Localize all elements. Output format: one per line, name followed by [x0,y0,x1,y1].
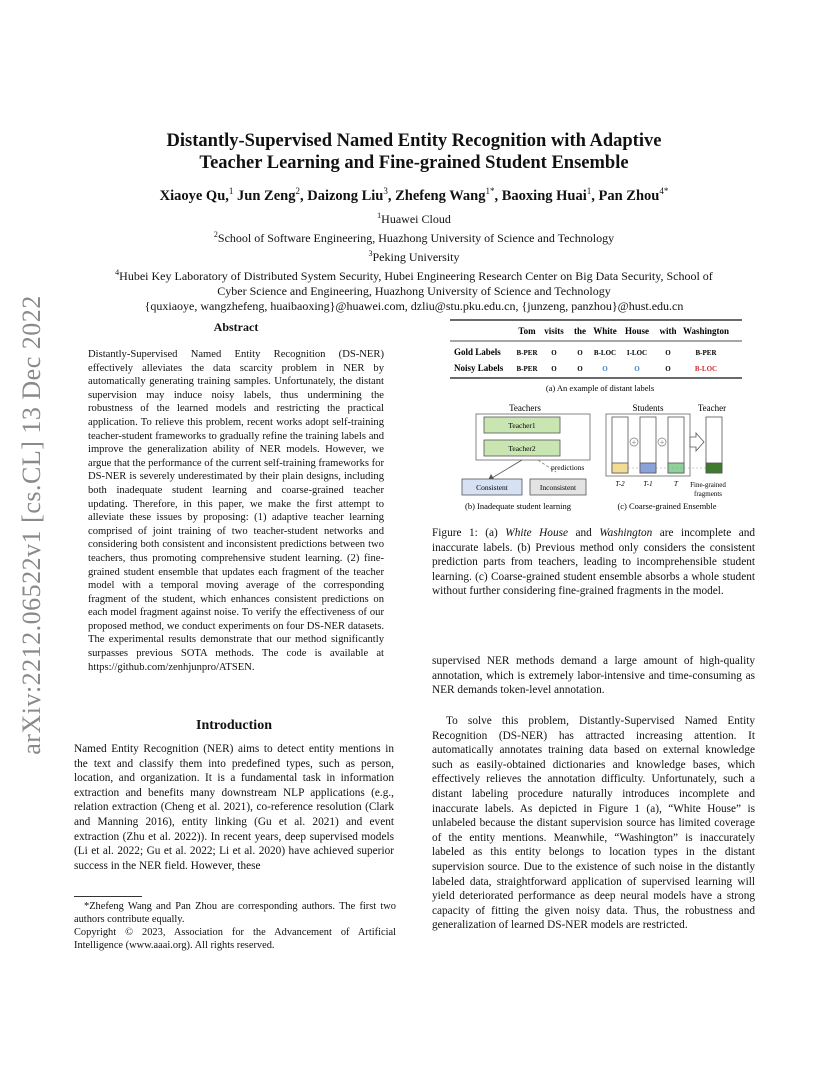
author: Xiaoye Qu, [159,187,229,204]
gold-cell: O [665,349,671,357]
header-cell: House [624,326,650,336]
affil-text: Hubei Key Laboratory of Distributed System Security, Hubei Engineering Research Center on Big Data Security, School of [119,269,713,283]
noisy-cell: O [551,365,557,373]
paper-title [100,130,728,174]
author-sup: 1* [485,186,495,196]
consistent-label: Consistent [476,483,508,492]
fine-grained-label: Fine-grained [690,481,726,489]
caption-text: and [568,527,600,539]
teacher-label: Teacher [697,403,727,413]
arrow-right-icon [690,433,704,451]
t1-label: T-1 [643,480,653,488]
author: , Zhefeng Wang [387,187,486,204]
teacher-fragment [706,463,722,473]
teacher2-label: Teacher2 [508,444,536,453]
header-cell: Washington [682,326,730,336]
students-label: Students [632,403,664,413]
affil-sup: 3 [368,249,373,258]
arrow-consistent [492,460,522,478]
caption-italic: Washington [599,527,653,539]
arxiv-sidebar [14,285,50,765]
footnote-corresponding: *Zhefeng Wang and Pan Zhou are corresponding authors. The first two authors contribute equally. [74,901,396,925]
noisy-cell: O [602,365,608,373]
author-sup: 1 [228,186,234,196]
right-paragraph-1: supervised NER methods demand a large amount of high-quality annotation, which is extremely labor-intensive and time-consuming as NER demands token-level annotation. [432,655,755,697]
noisy-row [517,365,718,373]
t-label: T [674,480,678,488]
student-t2-fragment [612,463,628,473]
noisy-cell: B-PER [516,365,538,373]
header-cell: White [593,326,617,336]
plus-icon: + [659,438,665,447]
plus-icon: + [631,438,637,447]
gold-cell: I-LOC [626,349,648,357]
author-sup: 4* [659,186,669,196]
affil-sup: 1 [377,211,382,220]
inconsistent-label: Inconsistent [539,483,577,492]
teacher1-label: Teacher1 [508,421,536,430]
fragments-label: fragments [694,490,722,498]
caption-c: (c) Coarse-grained Ensemble [617,501,717,511]
predictions-label: predictions [551,463,585,472]
teachers-label: Teachers [509,403,541,413]
author: Jun Zeng [233,187,296,204]
gold-cell: B-PER [516,349,538,357]
affiliations [72,208,756,314]
figure-1 [432,316,758,516]
noisy-labels-title: Noisy Labels [454,363,504,373]
t2-label: T-2 [615,480,625,488]
intro-text: Named Entity Recognition (NER) aims to detect entity mentions in the text and classify them into predefined types, such as person, location, and organization. It is a fundamental task in information extraction and benefits many downstream NLP applications (e.g., relation extraction (Cheng et al. 2021), co-reference resolution (Clark and Manning 2016), entity linking (Gu et al. 2021) and event extraction (Zhu et al. 2022)). In recent years, deep supervised models (Li et al. 2022; Gu et al. 2022; Li et al. 2020) have achieved superior success in the NER field. However, these [74,743,394,872]
caption-label: Figure 1: (a) [432,527,506,539]
author: , Baoxing Huai [494,187,587,204]
affiliation-3 [72,246,756,265]
arxiv-id: arXiv:2212.06522v1 [cs.CL] 13 Dec 2022 [17,295,46,755]
author-sup: 3 [383,186,388,196]
footnote-rule [74,896,142,897]
author-sup: 2 [295,186,300,196]
right-paragraph-2: To solve this problem, Distantly-Supervised Named Entity Recognition (DS-NER) has attracted increasing attention. It automatically annotates training data based on external knowledge such as easily-obtained dictionaries and knowledge bases, which effectively relieves the annotation difficulty. Unfortunately, such a distant labeling procedure naturally introduces incomplete and inaccurate labels. As depicted in Figure 1 (a), “White House” is unlabeled because the distant supervision source has limited coverage of the entity mentions. Meanwhile, “Washington” is inaccurately labeled as this entity belongs to location types in the distant supervision source. Due to the existence of such noise in the distantly labeled data, straightforward application of supervised learning will yield deteriorated performance as deep neural models have a strong capacity of fitting the given noisy data. Thus, the robustness and generalization of learned DS-NER models are restricted. [432,715,755,932]
noisy-cell: O [634,365,640,373]
affil-text: Huawei Cloud [381,212,451,226]
caption-text: are incomplete and inaccurate labels. (b) Previous method only considers the consistent prediction parts from teachers, leading to incomprehensible student learning. (c) Coarse-grained student ensemble absorbs a whole student without further considering fine-grained fragments in the model. [432,527,756,598]
noisy-cell: B-LOC [694,365,718,373]
gold-cell: B-PER [695,349,717,357]
author-list [80,186,748,205]
author: , Pan Zhou [591,187,660,204]
footnote-copyright: Copyright © 2023, Association for the Advancement of Artificial Intelligence (www.aaai.org). All rights reserved. [74,927,396,951]
gold-row [517,349,718,357]
noisy-cell: O [577,365,583,373]
affiliation-1 [72,208,756,227]
gold-cell: O [551,349,557,357]
affiliation-2 [72,227,756,246]
abstract-heading: Abstract [213,320,259,334]
caption-a: (a) An example of distant labels [545,383,655,393]
gold-cell: O [577,349,583,357]
header-cell: Tom [518,326,536,336]
affil-text: School of Software Engineering, Huazhong University of Science and Technology [217,231,615,245]
emails: {quxiaoye, wangzhefeng, huaibaoxing}@huawei.com, dzliu@stu.pku.edu.cn, {junzeng, panzhou}@hust.edu.cn [144,299,684,313]
affiliation-4 [72,265,756,284]
table-header [518,326,729,336]
figure-caption [432,526,755,599]
gold-labels-title: Gold Labels [454,347,501,357]
author-sup: 1 [586,186,592,196]
footnotes [74,900,396,952]
gold-cell: B-LOC [593,349,617,357]
title-line-1: Distantly-Supervised Named Entity Recognition with Adaptive [166,131,662,151]
header-cell: with [659,326,677,336]
author: , Daizong Liu [299,187,384,204]
abstract-text: Distantly-Supervised Named Entity Recognition (DS-NER) effectively alleviates the data scarcity problem in NER by automatically generating training samples. Unfortunately, the distant supervision may induce noisy labels, thus undermining the robustness of the learned models and restricting the practical application. To relieve this problem, recent works adopt self-training teacher-student frameworks to gradually refine the training labels and improve the generalization ability of NER models. However, we argue that the performance of the current self-training frameworks for DS-NER is severely underestimated by their plain designs, including both inadequate student learning and coarse-grained teacher updating. Therefore, in this paper, we make the first attempt to alleviate these issues by proposing: (1) adaptive teacher learning comprised of joint training of two teacher-student networks and considering both consistent and inconsistent predictions between two teachers, thus promoting comprehensive student learning. (2) fine-grained student ensemble that updates each fragment of the teacher model with a temporal moving average of the corresponding fragment of the student, which enhances consistent predictions on each model fragment against noise. To verify the effectiveness of our proposed method, we conduct experiments on four DS-NER datasets. The experimental results demonstrate that our method significantly surpasses previous SOTA methods. The code is available at https://github.com/zenhjunpro/ATSEN. [88,349,385,673]
header-cell: visits [544,326,564,336]
affil-text: Peking University [372,250,460,264]
affil-sup: 2 [213,230,218,239]
affiliation-4-cont: Cyber Science and Engineering, Huazhong University of Science and Technology [217,284,611,298]
caption-italic: White House [505,527,569,539]
caption-b: (b) Inadequate student learning [465,501,571,511]
affil-sup: 4 [115,268,120,277]
title-line-2: Teacher Learning and Fine-grained Student Ensemble [199,153,629,173]
intro-heading: Introduction [196,718,272,733]
header-cell: the [574,326,586,336]
noisy-cell: O [665,365,671,373]
